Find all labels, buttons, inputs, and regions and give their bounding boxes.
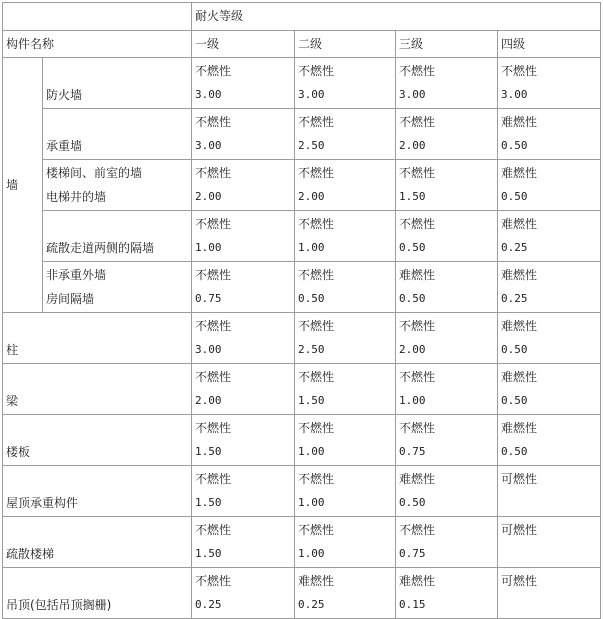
fire-resistance-hours: 0.50	[501, 394, 528, 407]
fire-resistance-hours: 3.00	[298, 88, 325, 101]
fire-resistance-hours: 2.00	[195, 190, 222, 203]
rating-cell	[498, 517, 601, 568]
rating-cell	[498, 211, 601, 262]
material-class: 难燃性	[501, 319, 538, 333]
material-class: 不燃性	[399, 115, 436, 129]
rating-cell	[396, 517, 498, 568]
rating-cell	[498, 262, 601, 313]
material-class: 不燃性	[399, 421, 436, 435]
rating-cell	[396, 262, 498, 313]
component-name-cell	[43, 160, 192, 211]
fire-resistance-hours: 1.00	[298, 445, 325, 458]
fire-resistance-hours: 0.25	[501, 241, 528, 254]
rating-cell	[192, 313, 295, 364]
fire-resistance-hours: 0.75	[399, 547, 426, 560]
material-class: 不燃性	[195, 319, 232, 333]
grade-header-4: 四级	[498, 31, 601, 58]
fire-resistance-hours: 0.50	[501, 139, 528, 152]
material-class: 不燃性	[399, 217, 436, 231]
component-name	[6, 416, 188, 440]
material-class: 不燃性	[298, 523, 335, 537]
fire-resistance-hours: 0.25	[195, 598, 222, 611]
rating-cell	[295, 160, 396, 211]
material-class: 不燃性	[195, 472, 232, 486]
rating-cell	[295, 568, 396, 619]
material-class: 不燃性	[298, 268, 335, 282]
material-class: 难燃性	[501, 268, 538, 282]
rating-cell	[396, 109, 498, 160]
rating-cell	[192, 517, 295, 568]
component-name: 非承重外墙	[46, 268, 107, 282]
rating-cell	[192, 364, 295, 415]
component-name-cell	[3, 568, 192, 619]
material-class: 不燃性	[195, 217, 232, 231]
fire-resistance-hours: 0.50	[399, 241, 426, 254]
table-row	[3, 58, 601, 109]
fire-resistance-hours: 0.50	[501, 343, 528, 356]
material-class: 不燃性	[399, 319, 436, 333]
rating-cell	[498, 58, 601, 109]
fire-resistance-hours: 1.00	[298, 547, 325, 560]
table-row	[3, 211, 601, 262]
rating-cell	[192, 466, 295, 517]
fire-resistance-hours: 0.15	[399, 598, 426, 611]
table-row	[3, 568, 601, 619]
fire-resistance-hours: 1.00	[399, 394, 426, 407]
material-class: 难燃性	[399, 574, 436, 588]
fire-resistance-hours: 1.00	[195, 241, 222, 254]
rating-cell	[498, 364, 601, 415]
fire-resistance-hours	[501, 542, 597, 566]
material-class: 可燃性	[501, 574, 538, 588]
header-row-grades	[3, 31, 601, 58]
material-class: 难燃性	[501, 217, 538, 231]
table-row	[3, 262, 601, 313]
component-name	[6, 467, 188, 491]
component-name-cell	[3, 415, 192, 466]
component-name: 房间隔墙	[46, 292, 95, 306]
rating-cell	[295, 466, 396, 517]
rating-cell	[192, 211, 295, 262]
component-name-cell	[3, 466, 192, 517]
rating-cell	[192, 415, 295, 466]
rating-cell	[396, 211, 498, 262]
component-name: 疏散走道两侧的隔墙	[46, 241, 155, 255]
component-name	[46, 212, 188, 236]
material-class: 不燃性	[298, 115, 335, 129]
rating-cell	[498, 466, 601, 517]
material-class: 难燃性	[298, 574, 335, 588]
component-name: 电梯井的墙	[46, 190, 107, 204]
material-class: 不燃性	[298, 421, 335, 435]
rating-cell	[498, 160, 601, 211]
rating-cell	[498, 568, 601, 619]
material-class: 不燃性	[399, 523, 436, 537]
rating-cell	[396, 466, 498, 517]
grade-header-3: 三级	[396, 31, 498, 58]
material-class: 难燃性	[501, 370, 538, 384]
material-class: 不燃性	[399, 370, 436, 384]
material-class: 不燃性	[195, 115, 232, 129]
fire-resistance-hours: 0.75	[399, 445, 426, 458]
header-corner-cell	[3, 3, 192, 31]
material-class: 不燃性	[195, 421, 232, 435]
fire-resistance-hours: 3.00	[195, 139, 222, 152]
rating-cell	[295, 262, 396, 313]
fire-resistance-hours: 3.00	[195, 343, 222, 356]
rating-cell	[295, 517, 396, 568]
fire-resistance-hours: 0.50	[501, 190, 528, 203]
fire-resistance-hours: 1.00	[298, 496, 325, 509]
component-name-cell	[3, 364, 192, 415]
component-name: 防火墙	[46, 88, 83, 102]
component-name: 屋顶承重构件	[6, 496, 79, 510]
rating-cell	[498, 109, 601, 160]
material-class: 不燃性	[195, 574, 232, 588]
fire-resistance-hours: 0.25	[501, 292, 528, 305]
component-name: 楼梯间、前室的墙	[46, 166, 143, 180]
rating-cell	[396, 568, 498, 619]
component-name-header: 构件名称	[3, 31, 192, 58]
table-row	[3, 364, 601, 415]
component-name-cell	[43, 211, 192, 262]
fire-resistance-hours: 2.50	[298, 343, 325, 356]
fire-resistance-hours: 1.50	[195, 547, 222, 560]
material-class: 难燃性	[501, 115, 538, 129]
component-name-cell	[3, 517, 192, 568]
fire-resistance-hours: 0.75	[195, 292, 222, 305]
table-row	[3, 313, 601, 364]
fire-resistance-table	[2, 2, 601, 619]
rating-cell	[192, 109, 295, 160]
rating-cell	[396, 313, 498, 364]
table-row	[3, 109, 601, 160]
fire-resistance-hours: 2.00	[399, 343, 426, 356]
material-class: 不燃性	[195, 64, 232, 78]
rating-cell	[295, 58, 396, 109]
grade-header-1: 一级	[192, 31, 295, 58]
material-class: 不燃性	[195, 523, 232, 537]
component-name	[6, 365, 188, 389]
rating-cell	[295, 109, 396, 160]
material-class: 可燃性	[501, 523, 538, 537]
material-class: 可燃性	[501, 472, 538, 486]
table-row	[3, 466, 601, 517]
material-class: 不燃性	[399, 64, 436, 78]
rating-cell	[192, 58, 295, 109]
component-name	[46, 110, 188, 134]
component-name	[6, 314, 188, 338]
material-class: 难燃性	[501, 166, 538, 180]
rating-cell	[192, 160, 295, 211]
component-name: 柱	[6, 343, 19, 357]
component-name-cell	[43, 262, 192, 313]
component-name	[46, 59, 188, 83]
fire-resistance-hours: 2.50	[298, 139, 325, 152]
fire-resistance-hours: 1.00	[298, 241, 325, 254]
material-class: 不燃性	[501, 64, 538, 78]
material-class: 不燃性	[195, 370, 232, 384]
component-name: 楼板	[6, 445, 31, 459]
fire-resistance-hours: 3.00	[501, 88, 528, 101]
material-class: 难燃性	[501, 421, 538, 435]
fire-resistance-hours: 2.00	[298, 190, 325, 203]
fire-resistance-hours: 0.50	[399, 292, 426, 305]
material-class: 不燃性	[298, 319, 335, 333]
fire-resistance-hours: 3.00	[195, 88, 222, 101]
fire-resistance-hours: 1.50	[399, 190, 426, 203]
grade-header-2: 二级	[295, 31, 396, 58]
component-name-cell	[43, 109, 192, 160]
rating-cell	[498, 313, 601, 364]
fire-resistance-hours: 2.00	[195, 394, 222, 407]
component-name-cell	[3, 313, 192, 364]
fire-resistance-hours: 0.50	[501, 445, 528, 458]
component-name	[6, 518, 188, 542]
rating-cell	[396, 415, 498, 466]
material-class: 难燃性	[399, 472, 436, 486]
material-class: 不燃性	[298, 370, 335, 384]
component-name	[6, 569, 188, 593]
material-class: 难燃性	[399, 268, 436, 282]
rating-cell	[295, 211, 396, 262]
material-class: 不燃性	[399, 166, 436, 180]
fire-resistance-hours: 1.50	[195, 496, 222, 509]
component-name: 疏散楼梯	[6, 547, 55, 561]
rating-cell	[396, 160, 498, 211]
fire-resistance-hours: 0.50	[298, 292, 325, 305]
material-class: 不燃性	[195, 268, 232, 282]
fire-resistance-hours: 3.00	[399, 88, 426, 101]
fire-rating-header: 耐火等级	[192, 3, 601, 31]
material-class: 不燃性	[298, 64, 335, 78]
material-class: 不燃性	[195, 166, 232, 180]
rating-cell	[498, 415, 601, 466]
component-name: 承重墙	[46, 139, 83, 153]
rating-cell	[295, 415, 396, 466]
material-class: 不燃性	[298, 472, 335, 486]
rating-cell	[192, 568, 295, 619]
header-row-top	[3, 3, 601, 31]
fire-resistance-hours: 0.50	[399, 496, 426, 509]
table-row	[3, 160, 601, 211]
material-class: 不燃性	[298, 217, 335, 231]
rating-cell	[192, 262, 295, 313]
rating-cell	[295, 313, 396, 364]
component-name-cell	[43, 58, 192, 109]
component-name: 吊顶(包括吊顶搁栅)	[6, 598, 112, 612]
rating-cell	[396, 364, 498, 415]
fire-resistance-hours: 1.50	[298, 394, 325, 407]
table-row	[3, 415, 601, 466]
fire-resistance-hours: 2.00	[399, 139, 426, 152]
fire-resistance-hours: 0.25	[298, 598, 325, 611]
wall-group-label: 墙	[3, 58, 43, 313]
rating-cell	[396, 58, 498, 109]
table-row	[3, 517, 601, 568]
fire-resistance-hours	[501, 491, 597, 515]
material-class: 不燃性	[298, 166, 335, 180]
rating-cell	[295, 364, 396, 415]
fire-resistance-hours: 1.50	[195, 445, 222, 458]
component-name: 梁	[6, 394, 19, 408]
